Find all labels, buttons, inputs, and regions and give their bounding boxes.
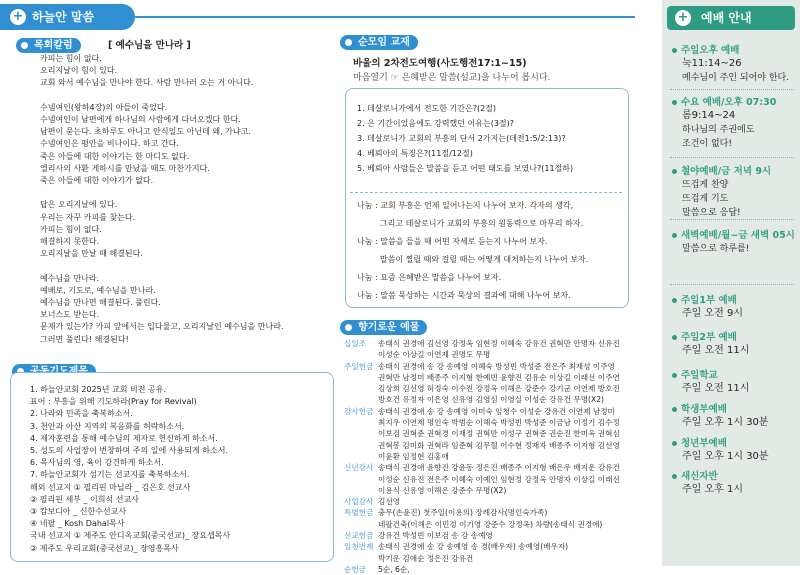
bullet-icon	[345, 324, 352, 331]
meditation-line: 카피는 힘이 없다.	[40, 224, 102, 234]
cell-divider	[350, 192, 622, 193]
cell-title: 바울의 2차전도여행(사도행전17:1~15)	[353, 58, 527, 69]
offering-names-line: 김상희 김선영 허정숙 이수진 강정옥 이해은 강준수 강기군 이연제 방호진	[378, 384, 620, 394]
cell-share-item: 그리고 데살로니가 교회의 부흥의 원동력으로 마무리 하자.	[357, 219, 584, 228]
offering-names	[378, 541, 568, 564]
prayer-item: 표어 : 부흥을 위해 기도하라(Pray for Revival)	[30, 397, 197, 407]
offering-names-line: 최지우 이연제 명인숙 박범순 이해숙 박성빈 박성준 이금남 이정기 김수정	[378, 418, 620, 428]
bullet-icon	[672, 48, 677, 53]
worship-header: + 예배 안내	[667, 6, 795, 30]
prayer-item: ③ 캄보디아 _ 신한수선교사	[30, 507, 127, 517]
cell-share-item: 나눔 : 말씀 묵상하는 시간과 묵상의 결과에 대해 나누어 보자.	[357, 291, 571, 300]
offering-names-line: 이성순 이상길 이연제 권명도 무명	[378, 350, 491, 360]
offering-list	[344, 338, 649, 575]
meditation-line: 수넴여인이 남편에게 하나님의 사람에게 다녀오겠다 한다.	[40, 115, 241, 125]
plus-icon: +	[10, 9, 26, 25]
worship-service	[672, 44, 796, 85]
worship-service-detail: 주일 오전 9시	[682, 308, 744, 319]
bullet-icon	[672, 441, 677, 446]
offering-category: 신년감사	[344, 463, 374, 473]
meditation-line	[40, 90, 330, 102]
offering-names-line: 권혁봉 김미화 권혁라 임준혁 김무혈 이수현 정재자 배종주 이지형 김선영	[378, 440, 620, 450]
bullet-icon	[345, 39, 352, 46]
page-title: 하늘안 말씀	[32, 10, 95, 24]
offering-row	[344, 530, 649, 541]
meditation-line: 교회 와서 예수님을 만나야 한다. 사람 만나러 오는 거 아니다.	[40, 78, 254, 88]
bullet-icon	[672, 233, 677, 238]
bullet-icon	[672, 407, 677, 412]
cell-share-item: 나눔 : 말씀을 들을 때 어떤 자세로 듣는지 나누어 보자.	[357, 237, 548, 246]
offering-names	[378, 406, 620, 462]
bullet-icon	[672, 474, 677, 479]
offering-names-line: 이성순 신유진 전은주 이혜숙 이예인 임현정 강정옥 안명자 이상길 이래선	[378, 474, 620, 484]
bullet-icon	[672, 335, 677, 340]
worship-service-title-text: 주일학교	[681, 370, 718, 381]
worship-service-detail: 뜨겁게 기도	[682, 194, 729, 204]
meditation-line: 보너스도 받는다.	[40, 310, 100, 320]
cell-share	[357, 197, 622, 305]
meditation-line: 예배로, 기도로, 예수님을 만나라.	[40, 285, 156, 295]
meditation-line	[40, 260, 330, 272]
plus-icon: +	[675, 10, 691, 26]
worship-divider	[670, 157, 794, 158]
offering-names-line: 5순, 6순,	[378, 564, 410, 574]
offering-category: 십일조	[344, 339, 367, 348]
bullet-icon	[672, 100, 677, 105]
offering-category: 사업감사	[344, 497, 374, 507]
page-header	[0, 4, 650, 30]
meditation-line: 엘리사의 사환 게하시를 만났을 때도 마찬가지다.	[40, 163, 210, 173]
bullet-icon	[672, 169, 677, 174]
offering-names	[378, 462, 620, 496]
worship-service	[672, 229, 796, 256]
offering-category: 감사헌금	[344, 406, 374, 416]
worship-service-title	[672, 470, 796, 483]
header-tab	[0, 4, 135, 30]
offering-category: 주일헌금	[344, 361, 374, 371]
offering-category: 순헌금	[344, 564, 367, 574]
offering-category: 일천번제	[344, 542, 374, 552]
worship-service	[672, 294, 796, 321]
offering-names-line: 방호건 유정자 이은영 신유영 김영심 이영실 이성순 강유건 무명(X2)	[378, 395, 604, 405]
meditation-line: 카피는 힘이 없다.	[40, 54, 102, 63]
offering-names-line: 강유건 박성빈 이보검 송 강 송예영	[378, 531, 493, 541]
prayer-item: ② 제주도 우리교회(중국선교)_ 장영흥목사	[30, 543, 179, 553]
meditation-line: 답은 오리지날에 있다.	[40, 200, 118, 210]
worship-service-title	[672, 369, 796, 382]
meditation-line: 수넴여인은 평안을 비나이다. 하고 간다.	[40, 139, 179, 149]
worship-service-title	[672, 294, 796, 307]
meditation-line: 우리는 자꾸 카피를 찾는다.	[40, 212, 136, 222]
cell-share-item: 말씀이 찔릴 때와 걸릴 때는 어떻게 대처하는지 나누어 보자.	[357, 255, 589, 264]
meditation-line: 문제가 있는가? 카피 앞에서는 입다물고, 오리지날인 예수님을 만나라.	[40, 322, 284, 332]
prayer-item: 2. 나라와 민족을 축복하소서.	[30, 409, 133, 419]
worship-service-detail: 주일 오전 11시	[682, 383, 750, 394]
offering-row	[344, 361, 649, 406]
worship-service-detail: 말씀으로 응답!	[682, 208, 741, 218]
meditation-body	[40, 53, 330, 346]
offering-category: 선교헌금	[344, 531, 374, 541]
offering-names-line: 이보검 권혁준 권혁경 이재정 권혁만 이성구 권혁준 권순진 한미옥 권혁심	[378, 429, 620, 439]
bullet-icon	[21, 42, 28, 49]
offering-names	[378, 361, 620, 406]
section-label-cell: 순모임 교재	[340, 35, 418, 50]
worship-service-title	[672, 165, 796, 178]
prayer-item: 3. 천안과 아산 지역의 복음화를 허락하소서.	[30, 421, 185, 431]
cell-question: 1. 데살로니가에서 전도한 기간은?(2절)	[357, 104, 497, 113]
offering-names-line: 송태식 권경애 김선영 강정옥 임현정 이혜숙 강유건 권혁만 안명자 신유진	[378, 339, 620, 348]
worship-service-detail: 예수님이 주인 되어야 한다.	[682, 73, 790, 83]
worship-service-detail: 말씀으로 하루를!	[682, 244, 750, 254]
worship-service	[672, 96, 796, 151]
meditation-line	[40, 187, 330, 199]
section-label-meditation: 목회칼럼	[16, 38, 81, 53]
offering-names-line: 송태식 권경애 송 강 송예영 이미숙 임청수 이성순 강유건 이연제 남정미	[378, 406, 615, 416]
offering-category: 특별헌금	[344, 508, 374, 518]
prayer-item: ④ 네팔 _ Kosh Dahal목사	[30, 519, 125, 529]
worship-service-detail: 주일 오후 1시	[682, 484, 744, 495]
meditation-subtitle: [ 예수님을 만나라 ]	[108, 40, 191, 51]
worship-service-detail: 주일 오전 11시	[682, 345, 750, 356]
meditation-line: 죽은 아들에 대한 이야기가 없다.	[40, 176, 154, 186]
worship-service-title-text: 청년부예배	[681, 438, 727, 449]
worship-service-title-text: 수요 예배/오후 07:30	[681, 97, 777, 108]
meditation-line: 남편이 묻는다. 초하루도 아니고 안식일도 아닌데 왜, 가냐고.	[40, 127, 251, 137]
cell-questions	[357, 101, 622, 176]
worship-service-title-text: 새신자반	[681, 471, 718, 482]
worship-service-title	[672, 44, 796, 57]
bullet-icon	[672, 373, 677, 378]
offering-row	[344, 462, 649, 496]
prayer-item: 국내 선교지 ① 제주도 안디옥교회(중국선교)_ 장요셉목사	[30, 531, 231, 541]
worship-service	[672, 165, 796, 220]
worship-service	[672, 470, 796, 497]
offering-names-line: 권혁만 남정미 배종주 이지형 한예빈 윤향진 김유순 이상길 이래선 이주연	[378, 372, 620, 382]
meditation-line: 예수님을 만나면 해결된다. 풀린다.	[40, 298, 161, 308]
worship-service-title-text: 주일1부 예배	[681, 295, 737, 306]
worship-divider	[670, 89, 794, 90]
meditation-line: 수넴여인(왕하4장)의 아들이 죽었다.	[40, 102, 168, 112]
offering-names	[378, 530, 493, 541]
worship-service-title	[672, 403, 796, 416]
worship-service-detail: 주일 오후 1시 30분	[682, 451, 769, 462]
prayer-item: 5. 성도의 사업장이 번창하며 주의 일에 사용되게 하소서.	[30, 446, 228, 456]
meditation-line: 그러면 풀린다! 해결된다!	[40, 334, 129, 344]
prayer-item: 1. 하늘안교회 2025년 교회 비전 공유.	[30, 385, 166, 394]
worship-service	[672, 331, 796, 358]
worship-service-title-text: 주일오후 예배	[681, 45, 740, 56]
meditation-line: 예수님을 만나라.	[40, 273, 100, 283]
offering-names	[378, 507, 602, 530]
cell-question: 2. 은 기간이었음에도 강력했던 이유는(3절)?	[357, 119, 515, 128]
offering-names-line: 송태식 권경애 윤향진 강윤동 정은진 배종주 이지형 배은우 배지운 강유건	[378, 463, 620, 473]
worship-service-detail: 눅11:14~26	[682, 58, 742, 69]
worship-divider	[670, 284, 794, 285]
bullet-icon	[672, 298, 677, 303]
worship-service-title	[672, 229, 796, 242]
cell-intro: 마음열기 ☞ 은혜받은 말씀(설교)을 나누어 봅시다.	[353, 73, 551, 83]
prayer-item: 4. 제자훈련을 통해 예수님의 제자로 헌신하게 하소서.	[30, 433, 218, 443]
worship-service-title-text: 새벽예배/월~금 새벽 05시	[681, 230, 795, 241]
worship-service-detail: 하나님의 주권에도	[682, 125, 755, 135]
offering-row	[344, 406, 649, 462]
prayer-item: 6. 목사님의 영, 육이 강건하게 하소서.	[30, 458, 164, 468]
section-label-offering: 향기로운 예물	[340, 320, 427, 335]
offering-row	[344, 496, 649, 507]
offering-names-line: 충무(손윤진) 첫주일(이용의) 장례감사(명인숙가족)	[378, 508, 548, 518]
meditation-line: 죽은 아들에 대한 이야기는 한 마디도 없다.	[40, 151, 190, 161]
worship-service-title	[672, 437, 796, 450]
worship-service-title	[672, 331, 796, 344]
offering-names	[378, 496, 400, 507]
prayer-item: 해외 선교지 ① 필리핀 마닐라 _ 김은호 선교사	[30, 482, 191, 492]
worship-service-detail: 롬9:14~24	[682, 110, 736, 121]
offering-row	[344, 507, 649, 530]
offering-names-line: 이윤환 임정현 김홍애	[378, 451, 449, 461]
worship-service-detail: 주일 오후 1시 30분	[682, 417, 769, 428]
worship-service	[672, 369, 796, 396]
meditation-line: 오리지날을 만날 때 해결된다.	[40, 249, 143, 259]
offering-names-line: 박기운 김애순 정은진 강유건	[378, 553, 474, 563]
offering-row	[344, 541, 649, 564]
offering-names	[378, 338, 620, 361]
prayer-item: 7. 하늘안교회가 섬기는 선교지를 축복하소서.	[30, 470, 190, 480]
meditation-line: 해결하지 못한다.	[40, 237, 100, 247]
worship-service-title	[672, 96, 796, 109]
offering-row	[344, 338, 649, 361]
cell-share-item: 나눔 : 요즘 은혜받은 말씀을 나누어 보자.	[357, 273, 502, 282]
cell-question: 4. 베뢰아의 특징은?(11절/12절)	[357, 149, 473, 158]
prayer-item: ② 필리핀 세부 _ 이희석 선교사	[30, 494, 139, 504]
meditation-line: 오리지날이 힘이 있다.	[40, 66, 118, 76]
prayer-list	[30, 384, 328, 555]
worship-service-detail: 뜨겁게 찬양	[682, 180, 729, 190]
cell-share-item: 나눔 : 교회 부흥은 언제 일어나는지 나누어 보자. 각자의 생각,	[357, 201, 574, 210]
cell-question: 3. 데살로니가 교회의 부흥의 단서 2가지는(데전1:5/2:13)?	[357, 134, 566, 143]
worship-service	[672, 403, 796, 430]
offering-names-line: 송태식 권경애 송 강 송예영 이혜숙 방성빈 박성준 전은주 최재성 이주영	[378, 361, 615, 371]
worship-service	[672, 437, 796, 464]
offering-names-line: 이용식 신유영 이해은 강준수 무명(X2)	[378, 485, 507, 495]
header-divider	[135, 16, 635, 18]
offering-names-line: 김선영	[378, 497, 401, 507]
offering-names-line: 송태식 권경애 송 강 송예영 송 경(배우자) 송예영(배우자)	[378, 542, 569, 552]
worship-service-title-text: 주일2부 예배	[681, 332, 737, 343]
cell-question: 5. 베뢰아 사람들은 말씀을 듣고 어떤 태도를 보였나?(11절하)	[357, 164, 574, 173]
worship-service-title-text: 학생부예배	[681, 404, 727, 415]
offering-names-line: 네팔건축(이해은 이민정 이기영 강준수 강정옥) 차량(송태식 권경애)	[378, 519, 603, 529]
worship-service-detail: 조건이 없다!	[682, 139, 732, 149]
worship-service-title-text: 철야예배/금 저녁 9시	[681, 166, 772, 177]
